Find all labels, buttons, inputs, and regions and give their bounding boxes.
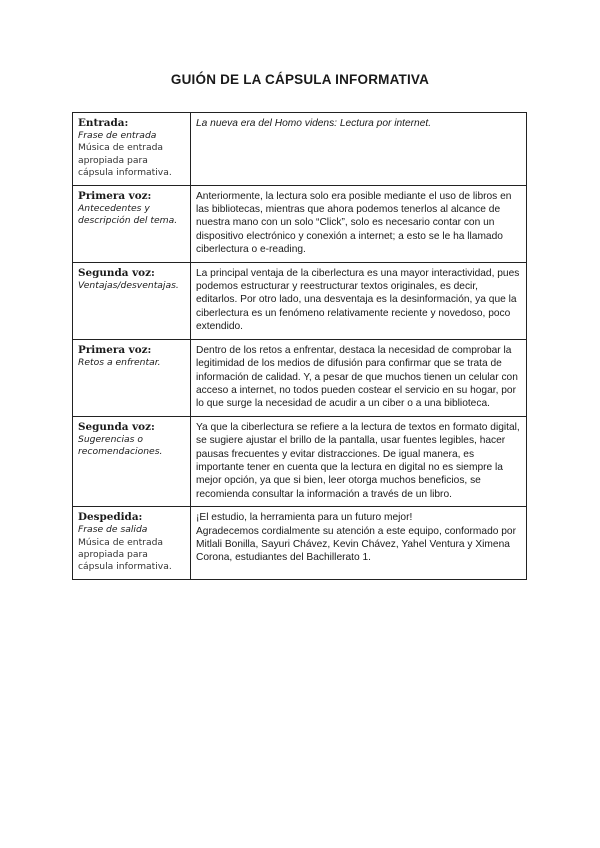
row-sublabel: Sugerencias o recomendaciones. bbox=[78, 433, 163, 458]
row-label-cell bbox=[73, 113, 191, 186]
row-sublabel: Frase de entrada bbox=[78, 130, 157, 141]
script-table bbox=[72, 112, 527, 580]
page-title: GUIÓN DE LA CÁPSULA INFORMATIVA bbox=[170, 72, 430, 87]
row-label-cell bbox=[73, 339, 191, 416]
row-sublabel: Frase de salida bbox=[78, 524, 148, 536]
table-row-segunda-voz-1 bbox=[73, 262, 527, 339]
row-note: Música de entrada apropiada para cápsula informativa. bbox=[78, 142, 172, 179]
row-content: La nueva era del Homo videns: Lectura por internet. bbox=[196, 118, 432, 129]
row-sublabel: Ventajas/desventajas. bbox=[78, 279, 179, 291]
row-content-cell bbox=[191, 185, 527, 262]
row-content-cell bbox=[191, 113, 527, 186]
table-row-primera-voz-1 bbox=[73, 185, 527, 262]
row-content: Ya que la ciberlectura se refiere a la lectura de textos en formato digital, se sugiere ajustar el brillo de la pantalla, usar fuentes legibles, hacer pausas frecuentes y evitar distracciones. De igual manera, es importante tener en cuenta que la lectura en digital no es siempre la mejor opción, ya que si bien, leer otorga muchos beneficios, se recomienda consultar la información a través de un libro. bbox=[196, 421, 520, 500]
row-content-cell bbox=[191, 339, 527, 416]
row-label: Despedida: bbox=[78, 511, 143, 524]
row-content: La principal ventaja de la ciberlectura es una mayor interactividad, pues podemos estructurar y reestructurar textos originales, es decir, editarlos. Por otro lado, una desventaja es la desinformación, ya que la ciberlectura es un fenómeno relativamente reciente y novedoso, poco extendido. bbox=[196, 267, 520, 333]
row-content-cell bbox=[191, 262, 527, 339]
row-content: Anteriormente, la lectura solo era posible mediante el uso de libros en las bibliotecas, mientras que ahora podemos tenerlos al alcance de nuestra mano con un solo “Click”, solo es necesario contar con un dispositivo electrónico y conexión a internet; a esto se le ha llamado ciberlectura o e-reading. bbox=[196, 190, 512, 256]
row-content-cell bbox=[191, 416, 527, 506]
table-row-entrada bbox=[73, 113, 527, 186]
table-row-despedida bbox=[73, 507, 527, 580]
table-row-primera-voz-2 bbox=[73, 339, 527, 416]
row-note: Música de entrada apropiada para cápsula informativa. bbox=[78, 536, 172, 573]
row-label-cell bbox=[73, 416, 191, 506]
row-sublabel: Retos a enfrentar. bbox=[78, 356, 161, 368]
row-label-cell bbox=[73, 507, 191, 580]
row-content: Dentro de los retos a enfrentar, destaca la necesidad de comprobar la legitimidad de los medios de difusión para confirmar que se trata de información de calidad. Y, a pesar de que muchos tienen un celular con acceso a internet, no todos pueden costear el servicio en su hogar, por lo que surge la necesidad de acudir a un ciber o a una biblioteca. bbox=[196, 344, 518, 410]
row-content-line-1: ¡El estudio, la herramienta para un futuro mejor! bbox=[196, 512, 413, 524]
row-label: Segunda voz: bbox=[78, 420, 155, 433]
table-row-segunda-voz-2 bbox=[73, 416, 527, 506]
row-label: Primera voz: bbox=[78, 343, 152, 356]
row-content-cell bbox=[191, 507, 527, 580]
row-label-cell bbox=[73, 185, 191, 262]
row-label: Entrada: bbox=[78, 117, 129, 129]
row-label-cell bbox=[73, 262, 191, 339]
row-sublabel: Antecedentes y descripción del tema. bbox=[78, 202, 178, 227]
row-label: Primera voz: bbox=[78, 189, 152, 202]
row-label: Segunda voz: bbox=[78, 266, 155, 279]
row-content-line-2: Agradecemos cordialmente su atención a este equipo, conformado por Mitlali Bonilla, Sayuri Chávez, Kevin Chávez, Yahel Ventura y Ximena Corona, estudiantes del Bachillerato 1. bbox=[196, 525, 516, 564]
